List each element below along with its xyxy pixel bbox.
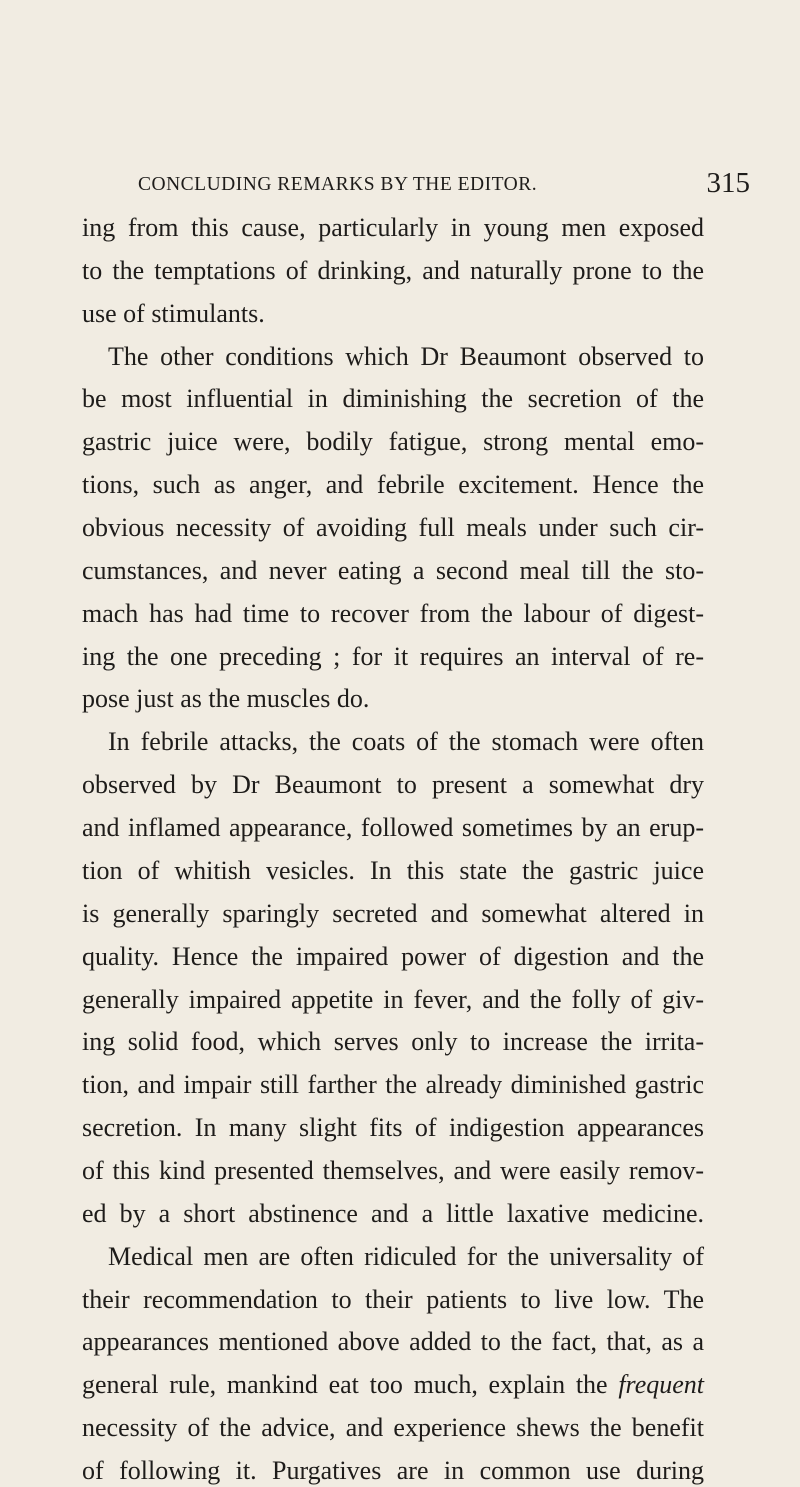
text-line: of this kind presented themselves, and were easily remov- — [82, 1156, 704, 1185]
text-segment: general rule, mankind eat too much, explain the — [82, 1370, 608, 1399]
text-line: ing the one preceding ; for it requires an interval of re- — [82, 642, 704, 671]
text-line: necessity of the advice, and experience shews the benefit — [82, 1413, 704, 1442]
text-line: generally impaired appetite in fever, and the folly of giv- — [82, 985, 704, 1014]
text-line: observed by Dr Beaumont to present a somewhat dry — [82, 770, 704, 799]
text-line: ing solid food, which serves only to increase the irrita- — [82, 1027, 704, 1056]
text-line: ing from this cause, particularly in young men exposed — [82, 213, 704, 242]
text-line: is generally sparingly secreted and somewhat altered in — [82, 899, 704, 928]
text-line: Medical men are often ridiculed for the universality of — [108, 1242, 704, 1271]
text-line: appearances mentioned above added to the fact, that, as a — [82, 1327, 704, 1356]
text-line: ed by a short abstinence and a little laxative medicine. — [82, 1199, 704, 1228]
text-line: quality. Hence the impaired power of digestion and the — [82, 942, 704, 971]
text-line: to the temptations of drinking, and naturally prone to the — [82, 256, 704, 285]
text-line: tions, such as anger, and febrile excitement. Hence the — [82, 470, 704, 499]
text-line: tion, and impair still farther the already diminished gastric — [82, 1070, 704, 1099]
text-line: be most influential in diminishing the secretion of the — [82, 384, 704, 413]
text-line: of following it. Purgatives are in common use during — [82, 1456, 704, 1485]
text-line: gastric juice were, bodily fatigue, strong mental emo- — [82, 427, 704, 456]
text-line: The other conditions which Dr Beaumont observed to — [108, 342, 704, 371]
text-line: and inflamed appearance, followed sometimes by an erup- — [82, 813, 704, 842]
text-line: obvious necessity of avoiding full meals under such cir- — [82, 513, 704, 542]
text-line: their recommendation to their patients to live low. The — [82, 1285, 704, 1314]
running-head — [138, 167, 750, 200]
text-line: use of stimulants. — [82, 299, 265, 328]
text-line: secretion. In many slight fits of indigestion appearances — [82, 1113, 704, 1142]
italic-word: frequent — [618, 1370, 705, 1399]
text-line: pose just as the muscles do. — [82, 684, 370, 713]
text-line: mach has had time to recover from the labour of digest- — [82, 599, 704, 628]
page-number: 315 — [706, 167, 750, 199]
text-line: cumstances, and never eating a second meal till the sto- — [82, 556, 704, 585]
running-title: CONCLUDING REMARKS BY THE EDITOR. — [138, 174, 538, 195]
text-line: tion of whitish vesicles. In this state the gastric juice — [82, 856, 704, 885]
text-line: In febrile attacks, the coats of the stomach were often — [108, 727, 704, 756]
text-line — [82, 1369, 704, 1401]
